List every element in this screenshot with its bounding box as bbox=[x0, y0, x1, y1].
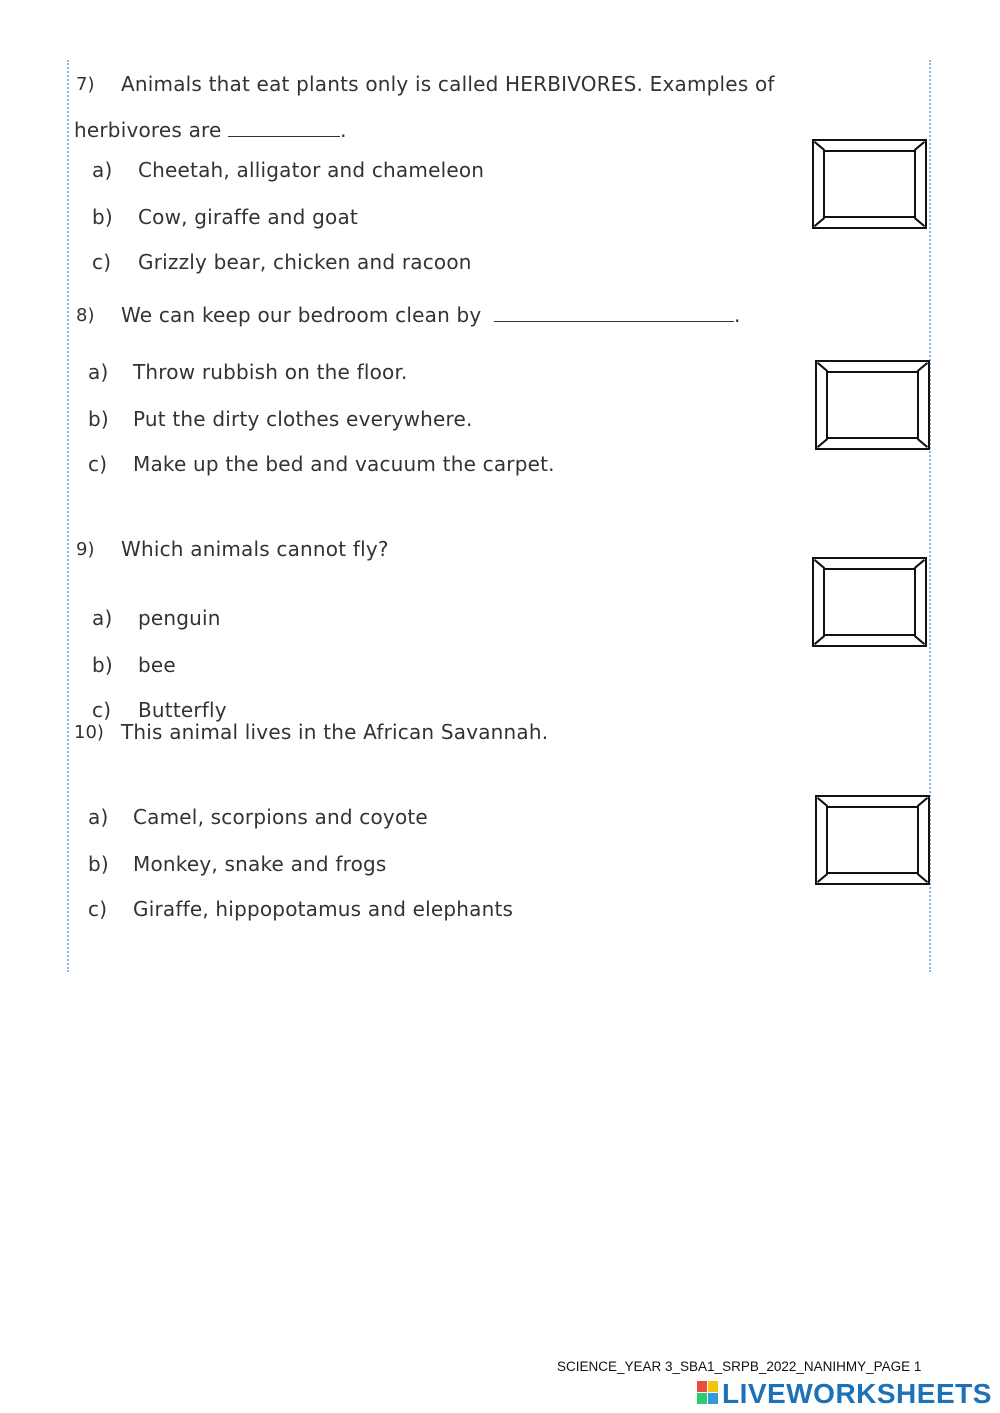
option-text: Monkey, snake and frogs bbox=[133, 852, 387, 876]
option-letter: c) bbox=[92, 250, 112, 274]
option-letter: a) bbox=[92, 158, 113, 182]
logo-grid-icon bbox=[697, 1381, 719, 1405]
option-text: Cow, giraffe and goat bbox=[138, 205, 358, 229]
option-letter: c) bbox=[88, 897, 108, 921]
option-letter: a) bbox=[88, 805, 109, 829]
option-letter: b) bbox=[88, 852, 109, 876]
option-text: Cheetah, alligator and chameleon bbox=[138, 158, 485, 182]
question-number: 8) bbox=[76, 305, 95, 326]
option-text: Giraffe, hippopotamus and elephants bbox=[133, 897, 514, 921]
option-letter: c) bbox=[88, 452, 108, 476]
question-number: 10) bbox=[74, 722, 104, 743]
option-text: Butterfly bbox=[138, 698, 227, 722]
answer-box[interactable] bbox=[815, 360, 930, 450]
option-letter: b) bbox=[92, 205, 113, 229]
question-number: 9) bbox=[76, 539, 95, 560]
option-letter: a) bbox=[88, 360, 109, 384]
option-letter: b) bbox=[92, 653, 113, 677]
option-text: Throw rubbish on the floor. bbox=[133, 360, 408, 384]
option-text: penguin bbox=[138, 606, 221, 630]
page-footer-caption: SCIENCE_YEAR 3_SBA1_SRPB_2022_NANIHMY_PAGE 1 bbox=[557, 1359, 922, 1374]
answer-box[interactable] bbox=[812, 557, 927, 647]
question-text: Which animals cannot fly? bbox=[121, 537, 389, 561]
option-text: Grizzly bear, chicken and racoon bbox=[138, 250, 472, 274]
answer-blank bbox=[494, 305, 734, 322]
question-text: This animal lives in the African Savannah. bbox=[121, 720, 549, 744]
option-letter: a) bbox=[92, 606, 113, 630]
page-border-left bbox=[67, 60, 69, 972]
answer-box[interactable] bbox=[812, 139, 927, 229]
question-number: 7) bbox=[76, 74, 95, 95]
question-text: We can keep our bedroom clean by . bbox=[121, 303, 741, 327]
answer-box[interactable] bbox=[815, 795, 930, 885]
option-letter: c) bbox=[92, 698, 112, 722]
option-letter: b) bbox=[88, 407, 109, 431]
question-text: Animals that eat plants only is called HERBIVORES. Examples of bbox=[121, 72, 775, 96]
option-text: bee bbox=[138, 653, 176, 677]
option-text: Make up the bed and vacuum the carpet. bbox=[133, 452, 555, 476]
question-text-continued: herbivores are . bbox=[74, 118, 347, 142]
option-text: Put the dirty clothes everywhere. bbox=[133, 407, 473, 431]
answer-blank bbox=[228, 120, 340, 137]
logo-text: LIVEWORKSHEETS bbox=[722, 1378, 992, 1409]
option-text: Camel, scorpions and coyote bbox=[133, 805, 428, 829]
